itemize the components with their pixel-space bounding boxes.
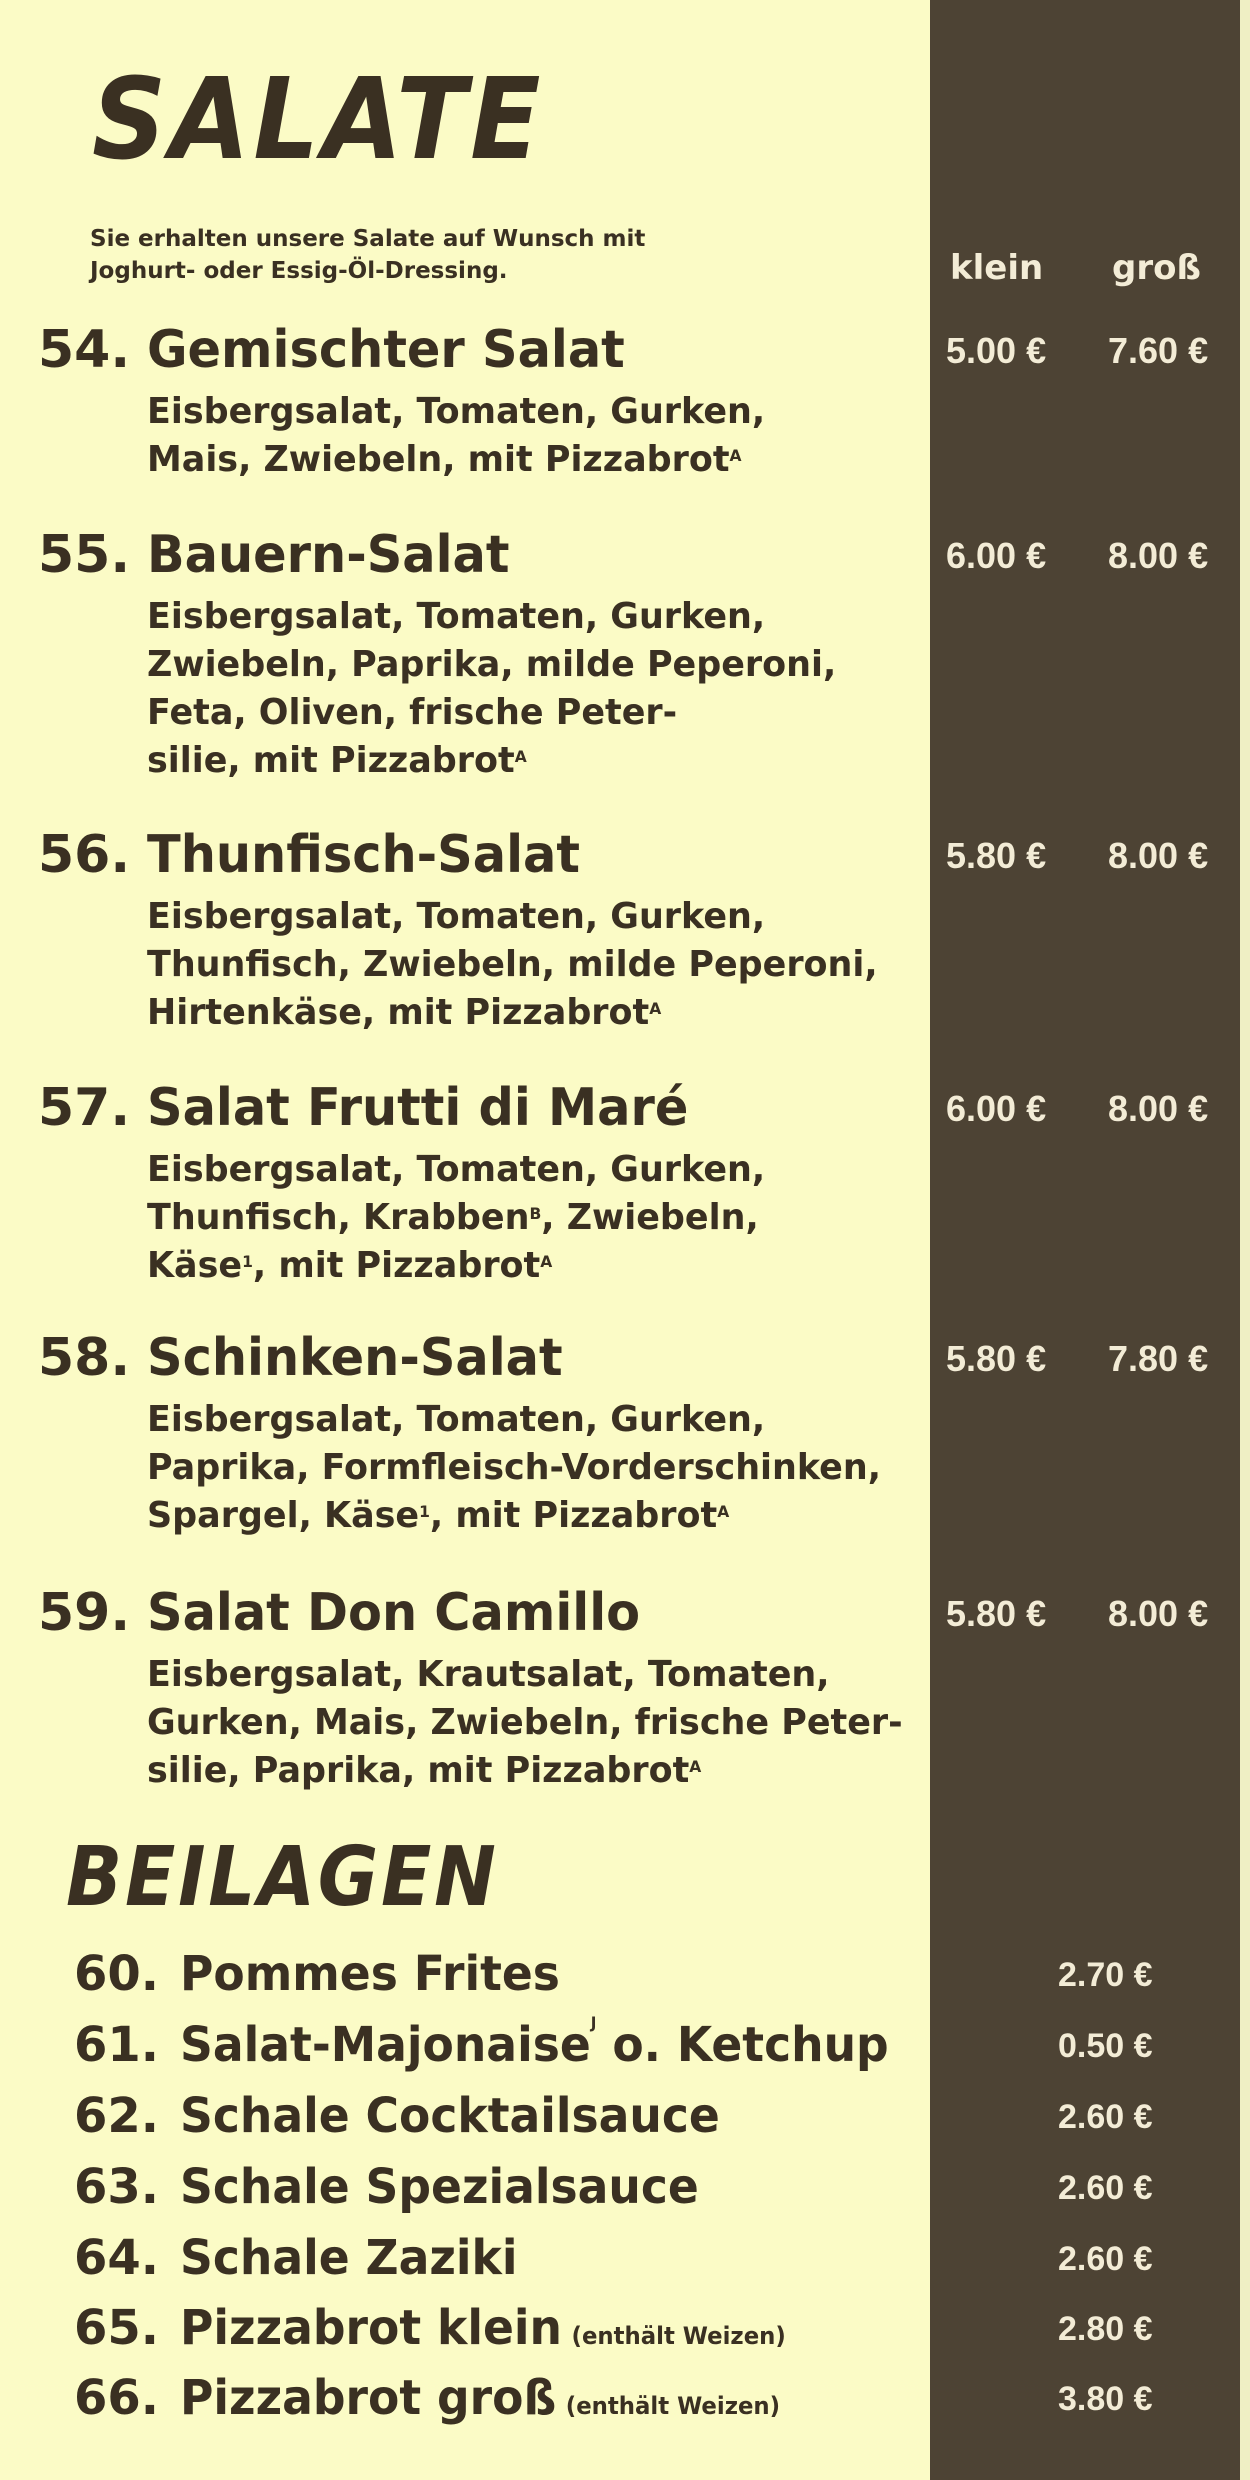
description-line: Eisbergsalat, Krautsalat, Tomaten, bbox=[147, 1654, 830, 1695]
price-small: 5.80 € bbox=[946, 835, 1047, 876]
footnote-marker: A bbox=[729, 446, 742, 465]
item-description bbox=[147, 1651, 904, 1795]
description-text: Thunfisch, Krabben bbox=[147, 1197, 530, 1238]
price-small: 5.80 € bbox=[946, 1593, 1047, 1634]
description-text: silie, mit Pizzabrot bbox=[147, 740, 515, 781]
column-header-small: klein bbox=[950, 248, 1044, 288]
item-number: 54. bbox=[38, 320, 131, 380]
description-line: Eisbergsalat, Tomaten, Gurken, bbox=[147, 391, 766, 432]
price-large: 7.80 € bbox=[1108, 1338, 1209, 1379]
item-name: Salat Don Camillo bbox=[147, 1583, 641, 1643]
description-line bbox=[147, 1194, 904, 1242]
item-number: 61. bbox=[74, 2017, 160, 2073]
item-description bbox=[147, 1396, 904, 1540]
item-name: Schale Spezialsauce bbox=[180, 2159, 699, 2215]
item-name-text: o. Ketchup bbox=[596, 2017, 889, 2073]
item-name: Thunfisch-Salat bbox=[147, 825, 580, 885]
side-item-60 bbox=[0, 1946, 1250, 2016]
description-line bbox=[147, 737, 904, 785]
item-number: 57. bbox=[38, 1078, 131, 1138]
item-description bbox=[147, 1146, 904, 1290]
side-item-64 bbox=[0, 2230, 1250, 2300]
footnote-marker: B bbox=[529, 1204, 542, 1223]
description-line: Eisbergsalat, Tomaten, Gurken, bbox=[147, 596, 766, 637]
description-line bbox=[147, 1747, 904, 1795]
price: 2.60 € bbox=[1058, 2169, 1153, 2207]
item-name: Schale Cocktailsauce bbox=[180, 2088, 720, 2144]
item-number: 65. bbox=[74, 2300, 160, 2356]
description-text: , mit Pizzabrot bbox=[252, 1245, 541, 1286]
description-line bbox=[147, 436, 904, 484]
description-line bbox=[147, 989, 904, 1037]
description-line: Gurken, Mais, Zwiebeln, frische Peter- bbox=[147, 1702, 903, 1743]
item-name: Bauern-Salat bbox=[147, 525, 510, 585]
description-line: Feta, Oliven, frische Peter- bbox=[147, 692, 678, 733]
description-text: silie, Paprika, mit Pizzabrot bbox=[147, 1750, 690, 1791]
side-item-61 bbox=[0, 2013, 1250, 2087]
description-line: Paprika, Formfleisch-Vorderschinken, bbox=[147, 1447, 881, 1488]
dressing-note-line: Joghurt- oder Essig-Öl-Dressing. bbox=[90, 258, 508, 284]
footnote-marker: 1 bbox=[419, 1502, 430, 1521]
price: 2.60 € bbox=[1058, 2098, 1153, 2136]
item-name-text: Pizzabrot klein bbox=[180, 2300, 563, 2356]
item-name: Pommes Frites bbox=[180, 1946, 560, 2002]
footnote-marker: A bbox=[689, 1757, 702, 1776]
item-description bbox=[147, 388, 904, 484]
footnote-marker: 1 bbox=[242, 1252, 253, 1271]
side-item-66 bbox=[0, 2370, 1250, 2440]
price-small: 6.00 € bbox=[946, 1088, 1047, 1129]
price-large: 8.00 € bbox=[1108, 1593, 1209, 1634]
item-number: 60. bbox=[74, 1946, 160, 2002]
item-number: 56. bbox=[38, 825, 131, 885]
dressing-note bbox=[90, 223, 730, 287]
footnote-marker: A bbox=[649, 999, 662, 1018]
item-name: Gemischter Salat bbox=[147, 320, 625, 380]
sides-title: BEILAGEN bbox=[66, 1830, 499, 1925]
page-title: SALATE bbox=[92, 55, 545, 185]
item-name-text: Pizzabrot groß bbox=[180, 2370, 557, 2426]
price-large: 8.00 € bbox=[1108, 1088, 1209, 1129]
price: 0.50 € bbox=[1058, 2027, 1153, 2065]
description-text: Hirtenkäse, mit Pizzabrot bbox=[147, 992, 650, 1033]
description-text: , Zwiebeln, bbox=[541, 1197, 759, 1238]
item-name-text: Salat-Majonaise bbox=[180, 2017, 591, 2073]
item-name bbox=[180, 2370, 780, 2426]
allergen-note: (enthält Weizen) bbox=[571, 2322, 786, 2350]
item-number: 62. bbox=[74, 2088, 160, 2144]
description-line bbox=[147, 1492, 904, 1540]
allergen-note: (enthält Weizen) bbox=[565, 2392, 781, 2420]
side-item-62 bbox=[0, 2088, 1250, 2158]
item-description bbox=[147, 893, 904, 1037]
price-small: 6.00 € bbox=[946, 535, 1047, 576]
description-text: Mais, Zwiebeln, mit Pizzabrot bbox=[147, 439, 730, 480]
item-number: 64. bbox=[74, 2230, 160, 2286]
item-name: Salat Frutti di Maré bbox=[147, 1078, 689, 1138]
description-line: Eisbergsalat, Tomaten, Gurken, bbox=[147, 1399, 766, 1440]
item-number: 59. bbox=[38, 1583, 131, 1643]
description-text: Spargel, Käse bbox=[147, 1495, 420, 1536]
item-name: Schale Zaziki bbox=[180, 2230, 518, 2286]
footnote-marker: A bbox=[514, 747, 527, 766]
item-name bbox=[180, 2300, 786, 2356]
price: 2.70 € bbox=[1058, 1956, 1153, 1994]
item-name: Schinken-Salat bbox=[147, 1328, 563, 1388]
side-item-65 bbox=[0, 2300, 1250, 2370]
footnote-marker: J bbox=[590, 2013, 597, 2032]
price-large: 8.00 € bbox=[1108, 835, 1209, 876]
description-line: Eisbergsalat, Tomaten, Gurken, bbox=[147, 1149, 766, 1190]
description-line: Zwiebeln, Paprika, milde Peperoni, bbox=[147, 644, 837, 685]
footnote-marker: A bbox=[540, 1252, 553, 1271]
description-line bbox=[147, 1242, 904, 1290]
description-text: , mit Pizzabrot bbox=[429, 1495, 718, 1536]
description-line: Eisbergsalat, Tomaten, Gurken, bbox=[147, 896, 766, 937]
price-small: 5.00 € bbox=[946, 330, 1047, 371]
price-small: 5.80 € bbox=[946, 1338, 1047, 1379]
price-large: 7.60 € bbox=[1108, 330, 1209, 371]
item-number: 66. bbox=[74, 2370, 160, 2426]
side-item-63 bbox=[0, 2159, 1250, 2229]
item-number: 55. bbox=[38, 525, 131, 585]
item-number: 58. bbox=[38, 1328, 131, 1388]
dressing-note-line: Sie erhalten unsere Salate auf Wunsch mit bbox=[90, 226, 646, 252]
item-description bbox=[147, 593, 904, 785]
price: 2.80 € bbox=[1058, 2310, 1153, 2348]
price: 3.80 € bbox=[1058, 2380, 1153, 2418]
description-line: Thunfisch, Zwiebeln, milde Peperoni, bbox=[147, 944, 878, 985]
price-large: 8.00 € bbox=[1108, 535, 1209, 576]
item-name bbox=[180, 2013, 889, 2073]
price: 2.60 € bbox=[1058, 2240, 1153, 2278]
description-text: Käse bbox=[147, 1245, 243, 1286]
footnote-marker: A bbox=[717, 1502, 730, 1521]
column-header-large: groß bbox=[1112, 248, 1201, 288]
item-number: 63. bbox=[74, 2159, 160, 2215]
